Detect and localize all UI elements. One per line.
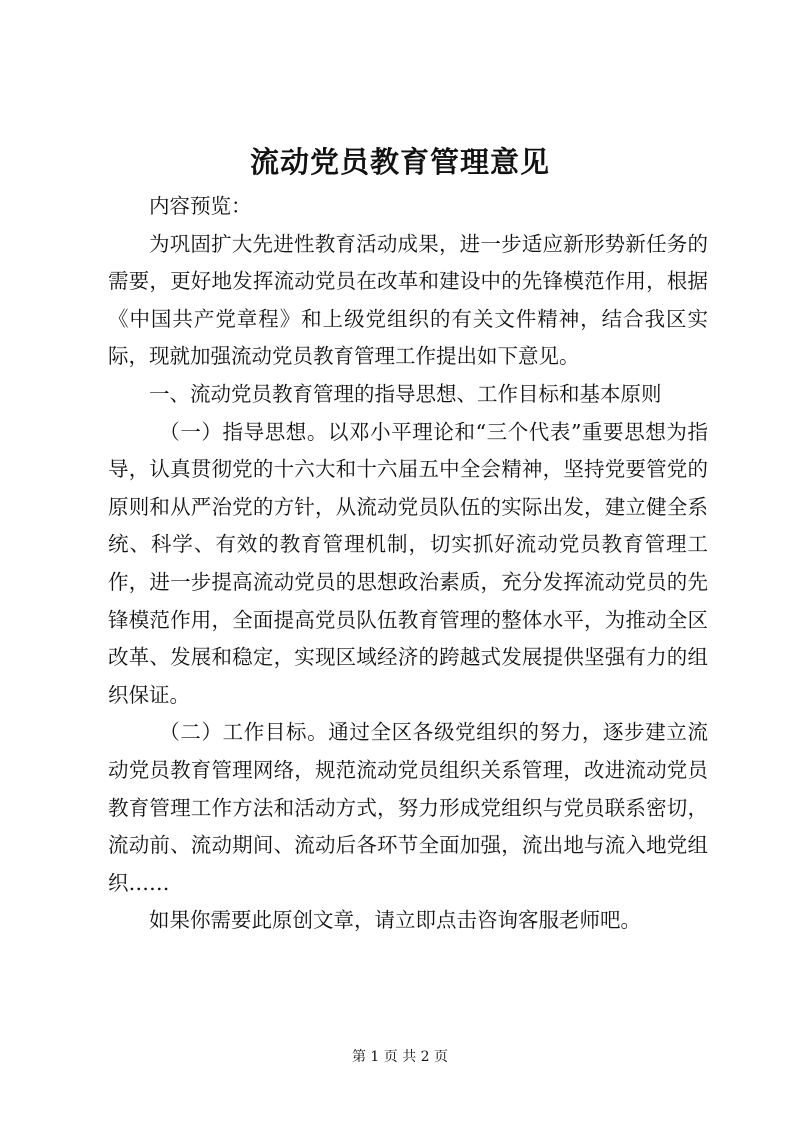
- contact-note: 如果你需要此原创文章，请立即点击咨询客服老师吧。: [149, 908, 641, 933]
- intro-paragraph: 为巩固扩大先进性教育活动成果，进一步适应新形势新任务的需要，更好地发挥流动党员在改革和建设中的先锋模范作用，根据《中国共产党章程》和上级党组织的有关文件精神，结合我区实际，现就加强流动党员教育管理工作提出如下意见。: [108, 231, 708, 369]
- section-heading: 一、流动党员教育管理的指导思想、工作目标和基本原则: [149, 381, 662, 406]
- document-title: 流动党员教育管理意见: [249, 145, 550, 179]
- page-footer: 第 1 页 共 2 页: [351, 1049, 449, 1065]
- document-body: [108, 188, 708, 940]
- guiding-ideology-paragraph: （一）指导思想。以邓小平理论和“三个代表”重要思想为指导，认真贯彻党的十六大和十六届五中全会精神，坚持党要管党的原则和从严治党的方针，从流动党员队伍的实际出发，建立健全系统、科学、有效的教育管理机制，切实抓好流动党员教育管理工作，进一步提高流动党员的思想政治素质，充分发挥流动党员的先锋模范作用，全面提高党员队伍教育管理的整体水平，为推动全区改革、发展和稳定，实现区域经济的跨越式发展提供坚强有力的组织保证。: [108, 419, 708, 707]
- preview-label: 内容预览：: [149, 194, 252, 218]
- work-goals-paragraph: （二）工作目标。通过全区各级党组织的努力，逐步建立流动党员教育管理网络，规范流动党员组织关系管理，改进流动党员教育管理工作方法和活动方式，努力形成党组织与党员联系密切，流动前、流动期间、流动后各环节全面加强，流出地与流入地党组织……: [108, 720, 708, 895]
